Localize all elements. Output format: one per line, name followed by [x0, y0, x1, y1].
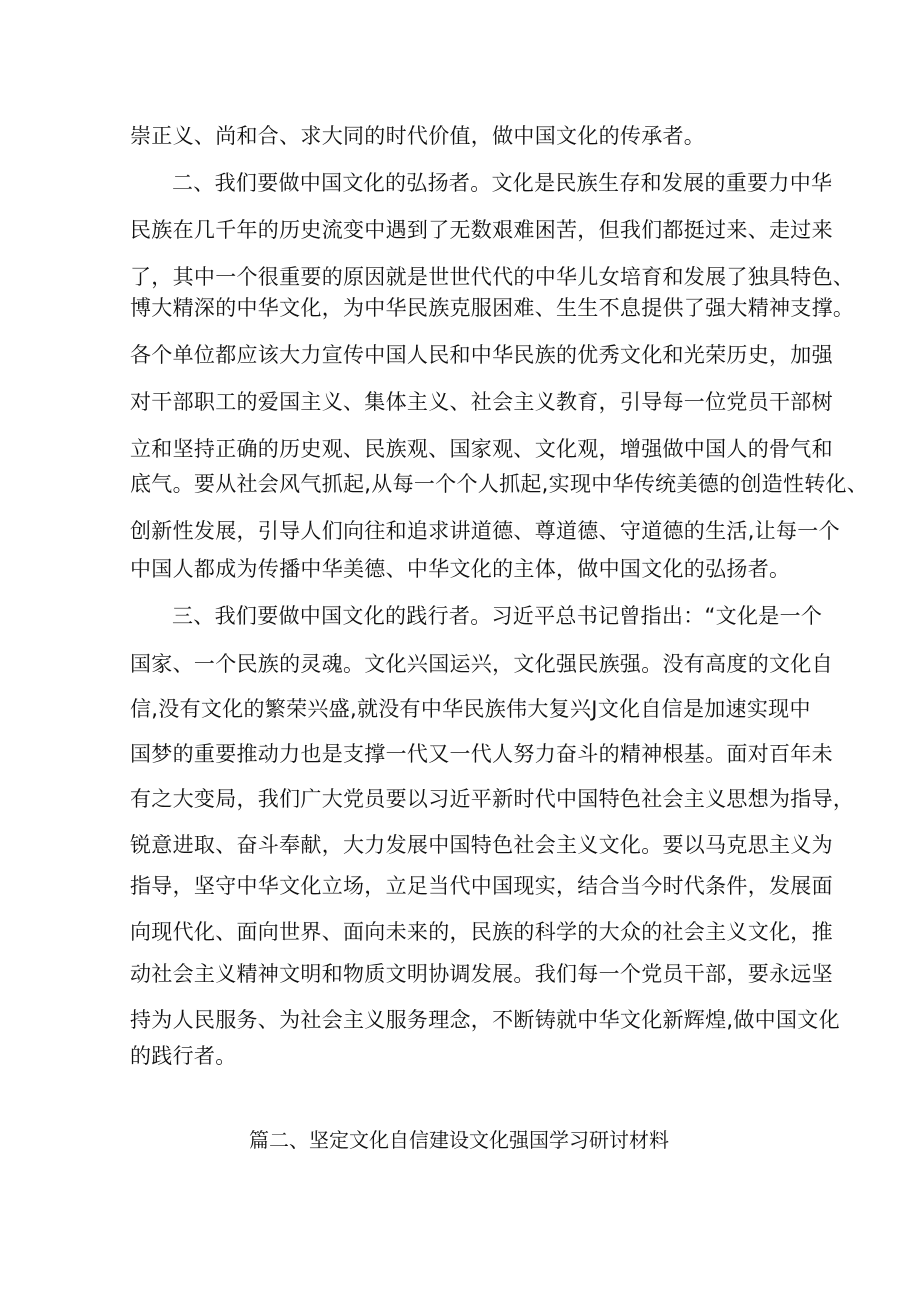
text-line: 崇正义、尚和合、求大同的时代价值，做中国文化的传承者。 — [130, 124, 706, 148]
text-line: 信,没有文化的繁荣兴盛,就没有中华民族伟大复兴J文化自信是加速实现中 — [130, 697, 811, 721]
text-line: 向现代化、面向世界、面向未来的，民族的科学的大众的社会主义文化，推 — [130, 920, 833, 944]
text-line: 国家、一个民族的灵魂。文化兴国运兴，文化强民族强。没有高度的文化自 — [130, 652, 833, 676]
section-title: 篇二、坚定文化自信建设文化强国学习研讨材料 — [249, 1128, 669, 1152]
text-line: 二、我们要做中国文化的弘扬者。文化是民族生存和发展的重要力中华 — [172, 171, 833, 195]
text-line: 了，其中一个很重要的原因就是世世代代的中华儿女培育和发展了独具特色、 — [130, 265, 855, 289]
text-line: 动社会主义精神文明和物质文明协调发展。我们每一个党员干部，要永远坚 — [130, 962, 833, 986]
text-line: 锐意进取、奋斗奉献，大力发展中国特色社会主义文化。要以马克思主义为 — [130, 833, 833, 857]
text-line: 各个单位都应该大力宣传中国人民和中华民族的优秀文化和光荣历史，加强 — [130, 343, 833, 367]
text-line: 对干部职工的爱国主义、集体主义、社会主义教育，引导每一位党员干部树 — [130, 390, 833, 414]
text-line: 持为人民服务、为社会主义服务理念，不断铸就中华文化新辉煌,做中国文化 — [130, 1008, 840, 1032]
text-line: 民族在几千年的历史流变中遇到了无数艰难困苦，但我们都挺过来、走过来 — [130, 218, 833, 242]
text-line: 有之大变局，我们广大党员要以习近平新时代中国特色社会主义思想为指导， — [130, 787, 855, 811]
text-line: 指导，坚守中华文化立场，立足当代中国现实，结合当今时代条件，发展面 — [130, 874, 833, 898]
text-line: 立和坚持正确的历史观、民族观、国家观、文化观，增强做中国人的骨气和 — [130, 437, 833, 461]
text-line: 创新性发展，引导人们向往和追求讲道德、尊道德、守道德的生活,让每一个 — [130, 519, 840, 543]
text-line: 国梦的重要推动力也是支撑一代又一代人努力奋斗的精神根基。面对百年未 — [130, 742, 833, 766]
text-line: 中国人都成为传播中华美德、中华文化的主体，做中国文化的弘扬者。 — [130, 557, 791, 581]
text-line: 三、我们要做中国文化的践行者。习近平总书记曾指出：“文化是一个 — [172, 604, 823, 628]
text-line: 底气。要从社会风气抓起,从每一个个人抓起,实现中华传统美德的创造性转化、 — [130, 472, 869, 496]
text-line: 的践行者。 — [130, 1044, 237, 1068]
text-line: 博大精深的中华文化，为中华民族克服困难、生生不息提供了强大精神支撑。 — [130, 296, 855, 320]
